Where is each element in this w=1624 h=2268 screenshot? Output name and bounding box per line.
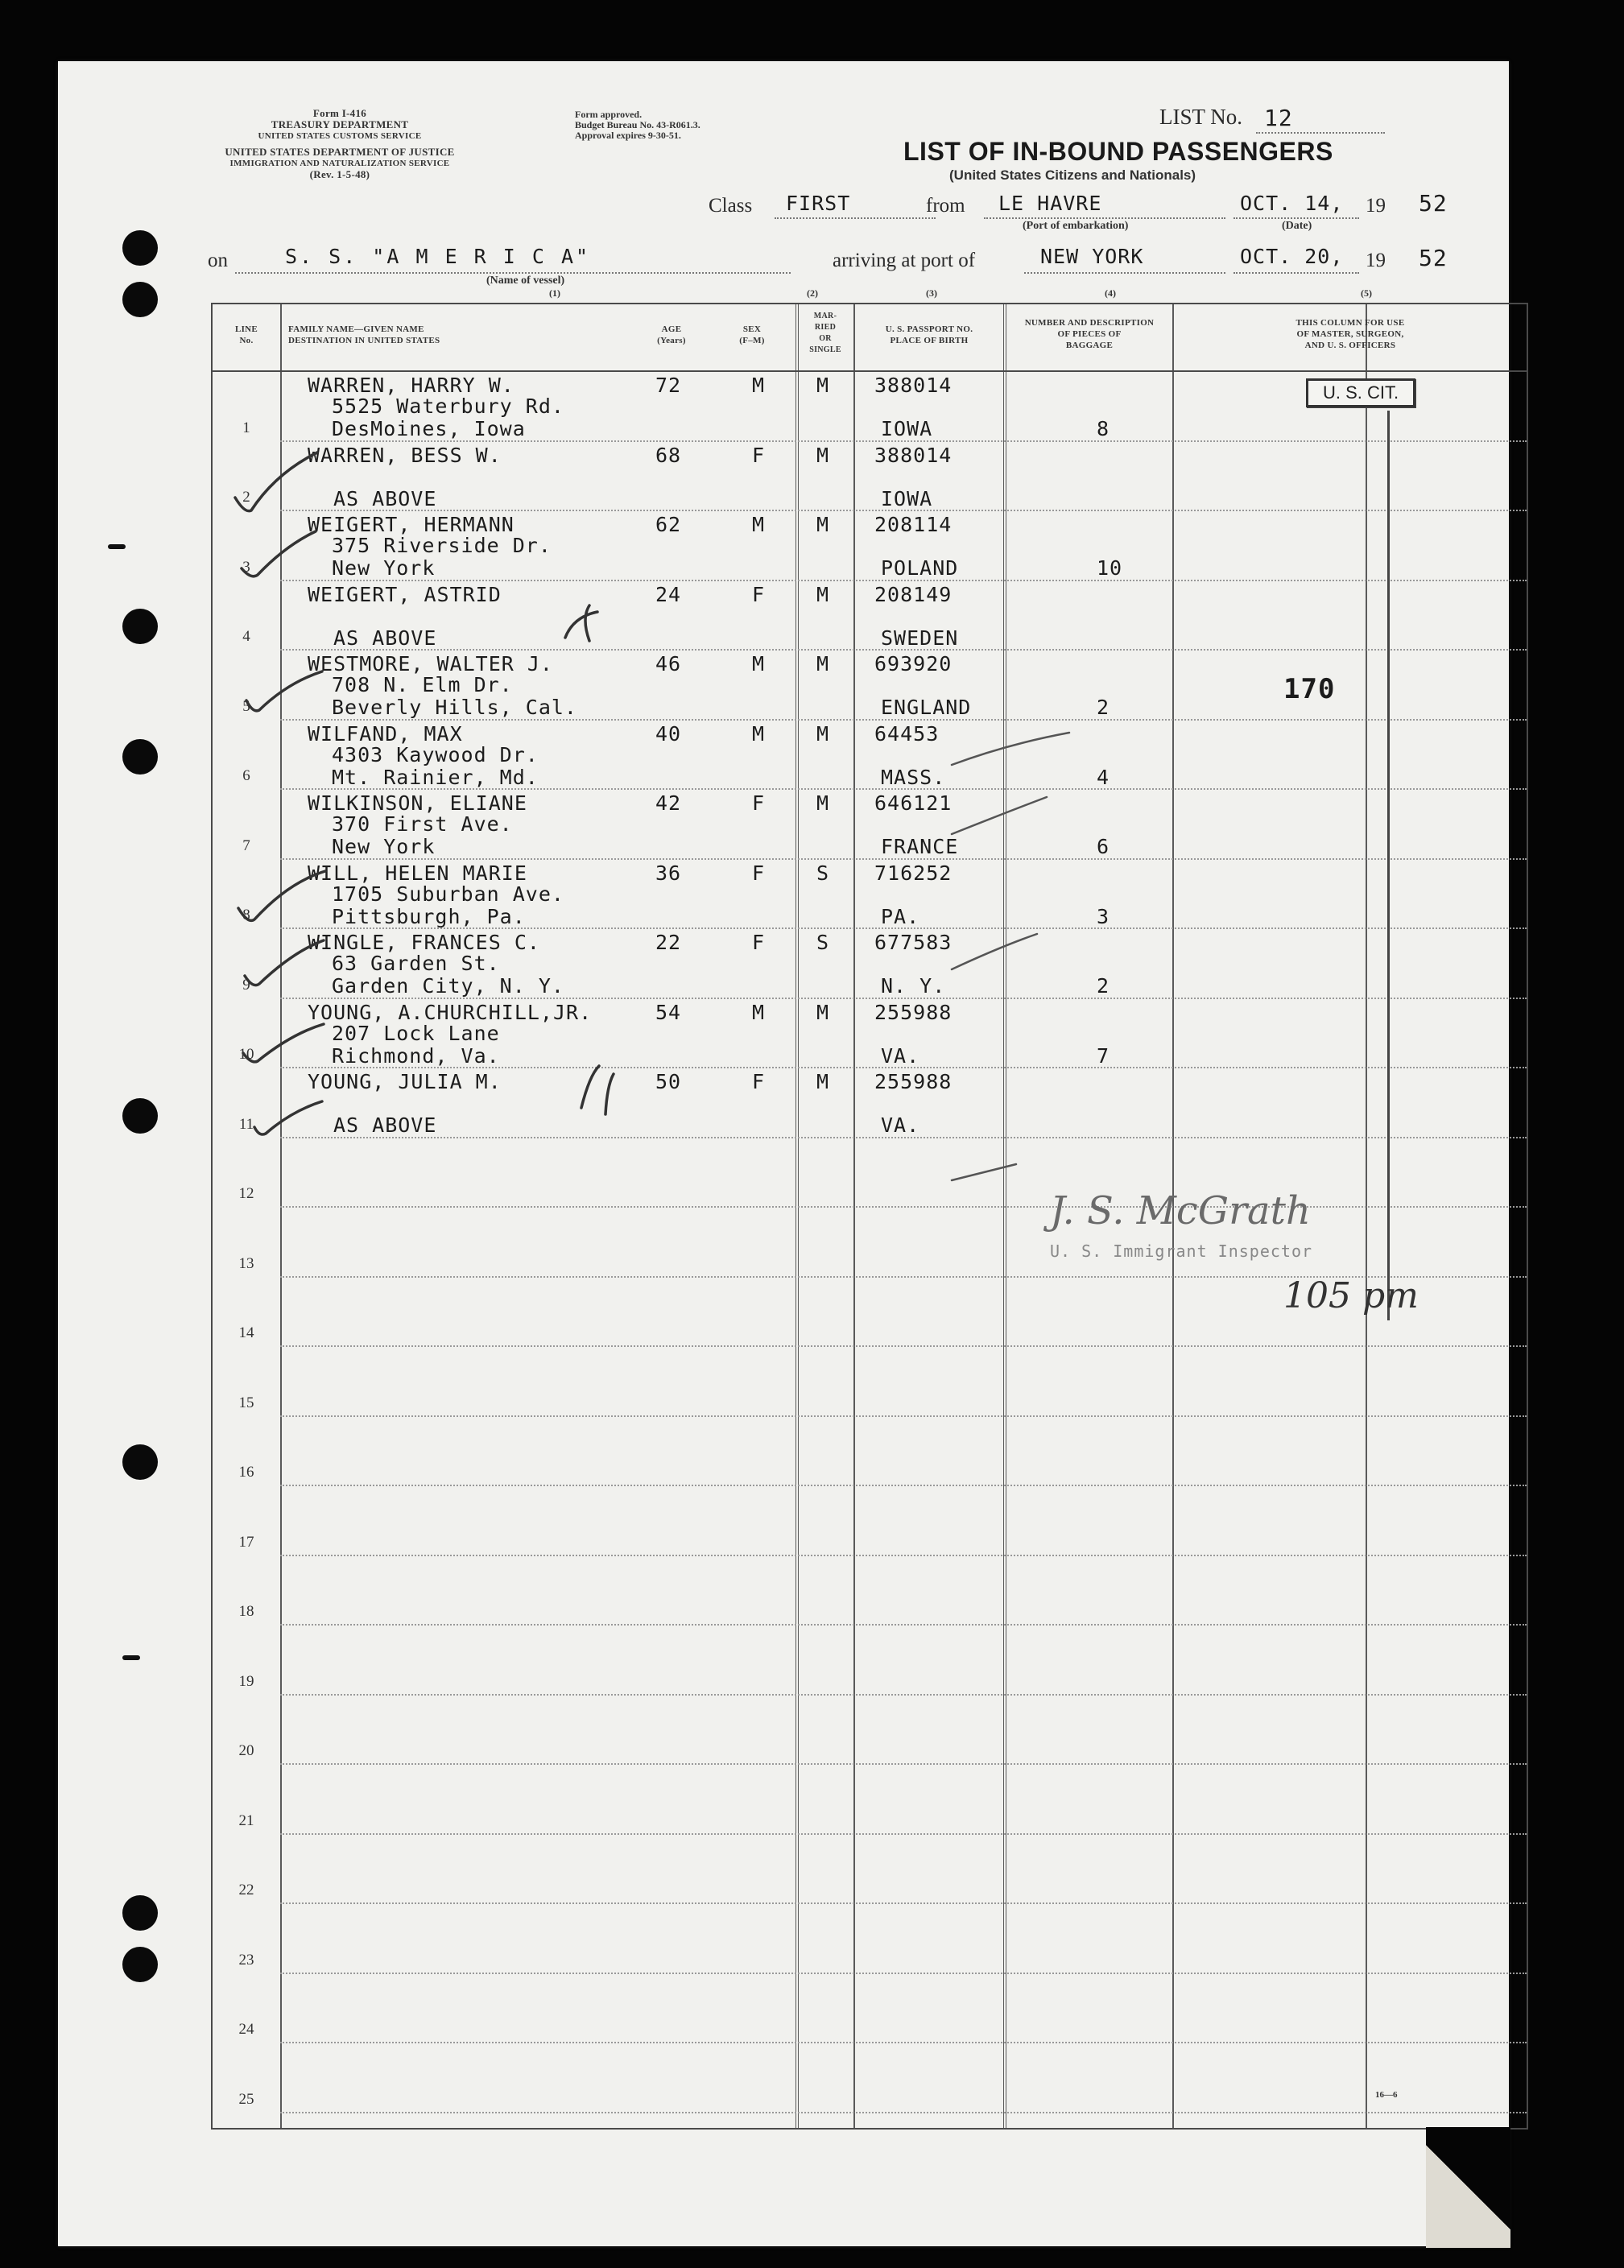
passport-number: 208114 bbox=[874, 513, 952, 536]
baggage-count: 6 bbox=[1097, 835, 1110, 858]
header-married-text: MAR- bbox=[813, 312, 837, 320]
passport-number: 255988 bbox=[874, 1070, 952, 1093]
arriving-label: arriving at port of bbox=[833, 250, 976, 271]
passenger-address: 63 Garden St. bbox=[332, 952, 500, 975]
line-number: 3 bbox=[242, 558, 250, 576]
date-caption: (Date) bbox=[1282, 220, 1312, 232]
port-caption: (Port of embarkation) bbox=[1023, 220, 1129, 232]
passenger-sex: M bbox=[752, 513, 766, 536]
handwritten-count: 170 bbox=[1283, 673, 1336, 705]
passenger-address: 708 N. Elm Dr. bbox=[332, 673, 513, 696]
passport-number: 255988 bbox=[874, 1000, 952, 1024]
baggage-count: 7 bbox=[1097, 1043, 1110, 1068]
passenger-address: 4303 Kaywood Dr. bbox=[332, 742, 539, 766]
line-number: 23 bbox=[238, 1951, 254, 1968]
passenger-age: 22 bbox=[655, 931, 682, 954]
passport-check-icon bbox=[952, 934, 1037, 969]
place-of-birth: N. Y. bbox=[881, 974, 946, 998]
passenger-marital-status: M bbox=[816, 1000, 830, 1024]
inspector-signature: J. S. McGrath bbox=[1050, 1188, 1311, 1233]
passport-check-icon bbox=[952, 797, 1047, 834]
passenger-marital-status: M bbox=[816, 582, 830, 606]
passenger-sex: M bbox=[752, 721, 766, 746]
line-number: 7 bbox=[242, 837, 250, 854]
header-age-text: AGE bbox=[661, 324, 682, 334]
passport-number: 677583 bbox=[874, 931, 952, 954]
place-of-birth: SWEDEN bbox=[881, 626, 959, 650]
passport-check-icon bbox=[952, 1164, 1016, 1180]
place-of-birth: PA. bbox=[881, 904, 920, 928]
passenger-destination: Beverly Hills, Cal. bbox=[332, 696, 577, 719]
check-mark-icon bbox=[242, 531, 316, 576]
passport-number: 693920 bbox=[874, 652, 952, 675]
check-mark-icon bbox=[238, 871, 325, 920]
check-mark-icon bbox=[581, 1066, 614, 1114]
header-married-text: OR bbox=[819, 334, 832, 343]
line-number: 18 bbox=[238, 1603, 254, 1620]
passenger-name: WILL, HELEN MARIE bbox=[308, 861, 527, 885]
arrival-year: 52 bbox=[1419, 245, 1448, 271]
passport-number: 388014 bbox=[874, 443, 952, 467]
place-of-birth: ENGLAND bbox=[881, 696, 972, 719]
passenger-marital-status: M bbox=[816, 721, 830, 746]
place-of-birth: IOWA bbox=[881, 417, 933, 440]
baggage-count: 2 bbox=[1097, 974, 1110, 998]
page-subtitle: (United States Citizens and Nationals) bbox=[949, 167, 1196, 183]
line-number: 9 bbox=[242, 976, 250, 994]
passenger-age: 62 bbox=[655, 513, 682, 536]
passenger-name: WEIGERT, HERMANN bbox=[308, 513, 514, 536]
passenger-destination: AS ABOVE bbox=[333, 626, 437, 650]
line-number: 12 bbox=[238, 1185, 254, 1202]
class-label: Class bbox=[709, 195, 753, 217]
passenger-marital-status: S bbox=[816, 931, 830, 954]
line-number: 10 bbox=[238, 1046, 254, 1063]
passenger-destination: Garden City, N. Y. bbox=[332, 974, 564, 998]
passenger-destination: New York bbox=[332, 835, 436, 858]
passenger-destination: Pittsburgh, Pa. bbox=[332, 904, 526, 928]
passenger-name: WESTMORE, WALTER J. bbox=[308, 652, 553, 675]
approved-text: Form approved. bbox=[575, 109, 643, 120]
binder-hole bbox=[122, 1444, 158, 1480]
passenger-destination: Mt. Rainier, Md. bbox=[332, 765, 539, 789]
binder-hole bbox=[122, 1947, 158, 1982]
ins-service: IMMIGRATION AND NATURALIZATION SERVICE bbox=[229, 159, 450, 168]
passenger-sex: M bbox=[752, 374, 766, 397]
passenger-address: 1705 Suburban Ave. bbox=[332, 882, 564, 906]
passenger-age: 72 bbox=[655, 374, 682, 397]
margin-mark bbox=[108, 544, 126, 549]
line-number: 4 bbox=[242, 628, 250, 645]
year-prefix: 19 bbox=[1366, 195, 1386, 217]
place-of-birth: POLAND bbox=[881, 556, 959, 580]
binder-hole bbox=[122, 609, 158, 644]
passenger-sex: F bbox=[752, 791, 766, 815]
passenger-sex: F bbox=[752, 443, 766, 467]
line-number: 20 bbox=[238, 1742, 254, 1759]
place-of-birth: IOWA bbox=[881, 486, 933, 510]
col-num-4: (4) bbox=[1105, 287, 1116, 299]
header-passport-text: PLACE OF BIRTH bbox=[890, 336, 969, 345]
passport-number: 388014 bbox=[874, 374, 952, 397]
line-number: 15 bbox=[238, 1394, 254, 1411]
form-code: 16—6 bbox=[1375, 2090, 1398, 2100]
port-embarkation: LE HAVRE bbox=[998, 192, 1102, 215]
baggage-count: 4 bbox=[1097, 765, 1110, 789]
arrival-port-dots bbox=[1024, 272, 1225, 274]
list-label: LIST No. bbox=[1159, 105, 1243, 129]
header-officers-text: THIS COLUMN FOR USE bbox=[1295, 318, 1405, 328]
check-mark-icon bbox=[235, 452, 317, 511]
vessel-name: S. S. "A M E R I C A" bbox=[285, 245, 591, 268]
check-mark-icon bbox=[245, 940, 324, 985]
inspector-title: U. S. Immigrant Inspector bbox=[1050, 1241, 1313, 1261]
vessel-dots bbox=[235, 272, 791, 274]
passenger-age: 50 bbox=[655, 1070, 682, 1093]
passenger-sex: F bbox=[752, 582, 766, 606]
justice-dept: UNITED STATES DEPARTMENT OF JUSTICE bbox=[225, 146, 455, 158]
passenger-sex: F bbox=[752, 861, 766, 885]
baggage-count: 3 bbox=[1097, 904, 1110, 928]
place-of-birth: FRANCE bbox=[881, 835, 959, 858]
col-num-2: (2) bbox=[807, 287, 818, 299]
header-married-text: SINGLE bbox=[809, 345, 841, 354]
from-label: from bbox=[926, 195, 965, 217]
baggage-count: 2 bbox=[1097, 696, 1110, 719]
passport-check-icon bbox=[952, 733, 1069, 765]
line-number: 6 bbox=[242, 767, 250, 784]
passport-number: 64453 bbox=[874, 721, 940, 746]
manifest-page bbox=[58, 61, 1509, 2246]
passenger-destination: New York bbox=[332, 556, 436, 580]
passport-number: 646121 bbox=[874, 791, 952, 815]
line-number: 24 bbox=[238, 2021, 254, 2038]
passenger-age: 54 bbox=[655, 1000, 682, 1024]
on-label: on bbox=[208, 250, 228, 271]
passenger-marital-status: M bbox=[816, 791, 830, 815]
margin-mark bbox=[122, 1655, 140, 1660]
col-num-3: (3) bbox=[926, 287, 937, 299]
vessel-caption: (Name of vessel) bbox=[486, 275, 565, 287]
from-dots bbox=[984, 217, 1225, 219]
class-value: FIRST bbox=[786, 192, 851, 215]
place-of-birth: VA. bbox=[881, 1113, 920, 1137]
header-passport-text: U. S. PASSPORT NO. bbox=[885, 324, 973, 334]
header-line-text: LINE bbox=[234, 324, 258, 334]
header-officers-text: OF MASTER, SURGEON, bbox=[1296, 329, 1404, 339]
line-number: 21 bbox=[238, 1812, 254, 1829]
passenger-age: 24 bbox=[655, 582, 682, 606]
line-number: 19 bbox=[238, 1672, 254, 1690]
line-number: 22 bbox=[238, 1882, 254, 1898]
baggage-count: 8 bbox=[1097, 417, 1110, 440]
form-header-left bbox=[187, 108, 493, 180]
passenger-address: 207 Lock Lane bbox=[332, 1021, 500, 1045]
arrival-date: OCT. 20, bbox=[1240, 245, 1344, 268]
check-mark-icon bbox=[254, 1101, 322, 1134]
customs-service: UNITED STATES CUSTOMS SERVICE bbox=[258, 131, 422, 141]
budget-text: Budget Bureau No. 43-R061.3. bbox=[575, 119, 700, 130]
passenger-address: 370 First Ave. bbox=[332, 812, 513, 836]
line-number: 16 bbox=[238, 1464, 254, 1481]
passenger-marital-status: M bbox=[816, 443, 830, 467]
class-dots bbox=[775, 217, 936, 219]
line-number: 13 bbox=[238, 1254, 254, 1272]
passenger-marital-status: S bbox=[816, 861, 830, 885]
binder-hole bbox=[122, 739, 158, 775]
header-age-text: (Years) bbox=[657, 336, 686, 345]
passport-number: 208149 bbox=[874, 582, 952, 606]
departure-year: 52 bbox=[1419, 190, 1448, 217]
passenger-sex: M bbox=[752, 1000, 766, 1024]
passenger-age: 36 bbox=[655, 861, 682, 885]
form-approval bbox=[575, 109, 700, 141]
page-title: LIST OF IN-BOUND PASSENGERS bbox=[903, 137, 1333, 166]
passport-number: 716252 bbox=[874, 861, 952, 885]
passenger-destination: AS ABOVE bbox=[333, 486, 437, 510]
arrival-year-prefix: 19 bbox=[1366, 250, 1386, 271]
passenger-sex: M bbox=[752, 652, 766, 675]
header-name-text: FAMILY NAME—GIVEN NAME bbox=[288, 324, 424, 334]
passenger-sex: F bbox=[752, 931, 766, 954]
line-number: 1 bbox=[242, 419, 250, 436]
arrival-port: NEW YORK bbox=[1040, 245, 1144, 268]
passenger-marital-status: M bbox=[816, 1070, 830, 1093]
passenger-address: 375 Riverside Dr. bbox=[332, 534, 552, 557]
passenger-sex: F bbox=[752, 1070, 766, 1093]
header-name-text: DESTINATION IN UNITED STATES bbox=[288, 336, 440, 345]
passenger-name: WINGLE, FRANCES C. bbox=[308, 931, 540, 954]
check-marks bbox=[211, 303, 1525, 2126]
binder-hole bbox=[122, 282, 158, 317]
header-sex-text: (F–M) bbox=[739, 336, 765, 345]
arrival-date-dots bbox=[1233, 272, 1359, 274]
header-married-text: RIED bbox=[814, 323, 837, 332]
passenger-name: YOUNG, JULIA M. bbox=[308, 1070, 502, 1093]
departure-date: OCT. 14, bbox=[1240, 192, 1344, 215]
passenger-marital-status: M bbox=[816, 513, 830, 536]
line-number: 11 bbox=[238, 1115, 254, 1133]
header-baggage-text: BAGGAGE bbox=[1065, 341, 1114, 350]
header-baggage-text: OF PIECES OF bbox=[1057, 329, 1122, 339]
list-dots bbox=[1256, 132, 1385, 134]
passenger-marital-status: M bbox=[816, 374, 830, 397]
treasury-dept: TREASURY DEPARTMENT bbox=[271, 118, 409, 130]
header-sex-text: SEX bbox=[742, 324, 762, 334]
passenger-name: WILFAND, MAX bbox=[308, 721, 463, 746]
binder-hole bbox=[122, 1895, 158, 1931]
check-mark-icon bbox=[246, 671, 322, 711]
passenger-marital-status: M bbox=[816, 652, 830, 675]
line-number: 14 bbox=[238, 1324, 254, 1341]
baggage-count: 10 bbox=[1097, 556, 1123, 580]
col-num-5: (5) bbox=[1361, 287, 1372, 299]
passenger-address: 5525 Waterbury Rd. bbox=[332, 395, 564, 418]
check-mark-icon bbox=[565, 605, 597, 641]
expires-text: Approval expires 9-30-51. bbox=[575, 130, 681, 141]
passenger-name: WARREN, HARRY W. bbox=[308, 374, 514, 397]
place-of-birth: VA. bbox=[881, 1043, 920, 1068]
passenger-name: WARREN, BESS W. bbox=[308, 443, 502, 467]
line-number: 5 bbox=[242, 697, 250, 715]
form-number: Form I-416 bbox=[312, 107, 367, 119]
passenger-name: WILKINSON, ELIANE bbox=[308, 791, 527, 815]
revision: (Rev. 1-5-48) bbox=[309, 168, 370, 180]
time-note: 105 pm bbox=[1283, 1275, 1419, 1316]
col-num-1: (1) bbox=[549, 287, 560, 299]
passenger-age: 42 bbox=[655, 791, 682, 815]
line-number: 17 bbox=[238, 1533, 254, 1551]
header-officers-text: AND U. S. OFFICERS bbox=[1304, 341, 1396, 350]
place-of-birth: MASS. bbox=[881, 765, 946, 789]
date-dots bbox=[1233, 217, 1359, 219]
passenger-name: WEIGERT, ASTRID bbox=[308, 582, 502, 606]
passenger-age: 46 bbox=[655, 652, 682, 675]
passenger-destination: DesMoines, Iowa bbox=[332, 417, 526, 440]
binder-hole bbox=[122, 230, 158, 266]
line-number: 2 bbox=[242, 489, 250, 506]
passenger-age: 68 bbox=[655, 443, 682, 467]
passenger-age: 40 bbox=[655, 721, 682, 746]
list-number: 12 bbox=[1264, 105, 1293, 131]
header-line-text: No. bbox=[239, 336, 254, 345]
check-mark-icon bbox=[243, 1024, 324, 1062]
citizen-stamp: U. S. CIT. bbox=[1306, 378, 1415, 407]
folded-corner bbox=[1426, 2127, 1510, 2248]
passenger-destination: AS ABOVE bbox=[333, 1113, 437, 1137]
line-number: 8 bbox=[242, 907, 250, 923]
line-number: 25 bbox=[238, 2090, 254, 2108]
header-baggage-text: NUMBER AND DESCRIPTION bbox=[1024, 318, 1155, 328]
binder-hole bbox=[122, 1098, 158, 1134]
passenger-name: YOUNG, A.CHURCHILL,JR. bbox=[308, 1000, 593, 1024]
passenger-destination: Richmond, Va. bbox=[332, 1043, 500, 1068]
